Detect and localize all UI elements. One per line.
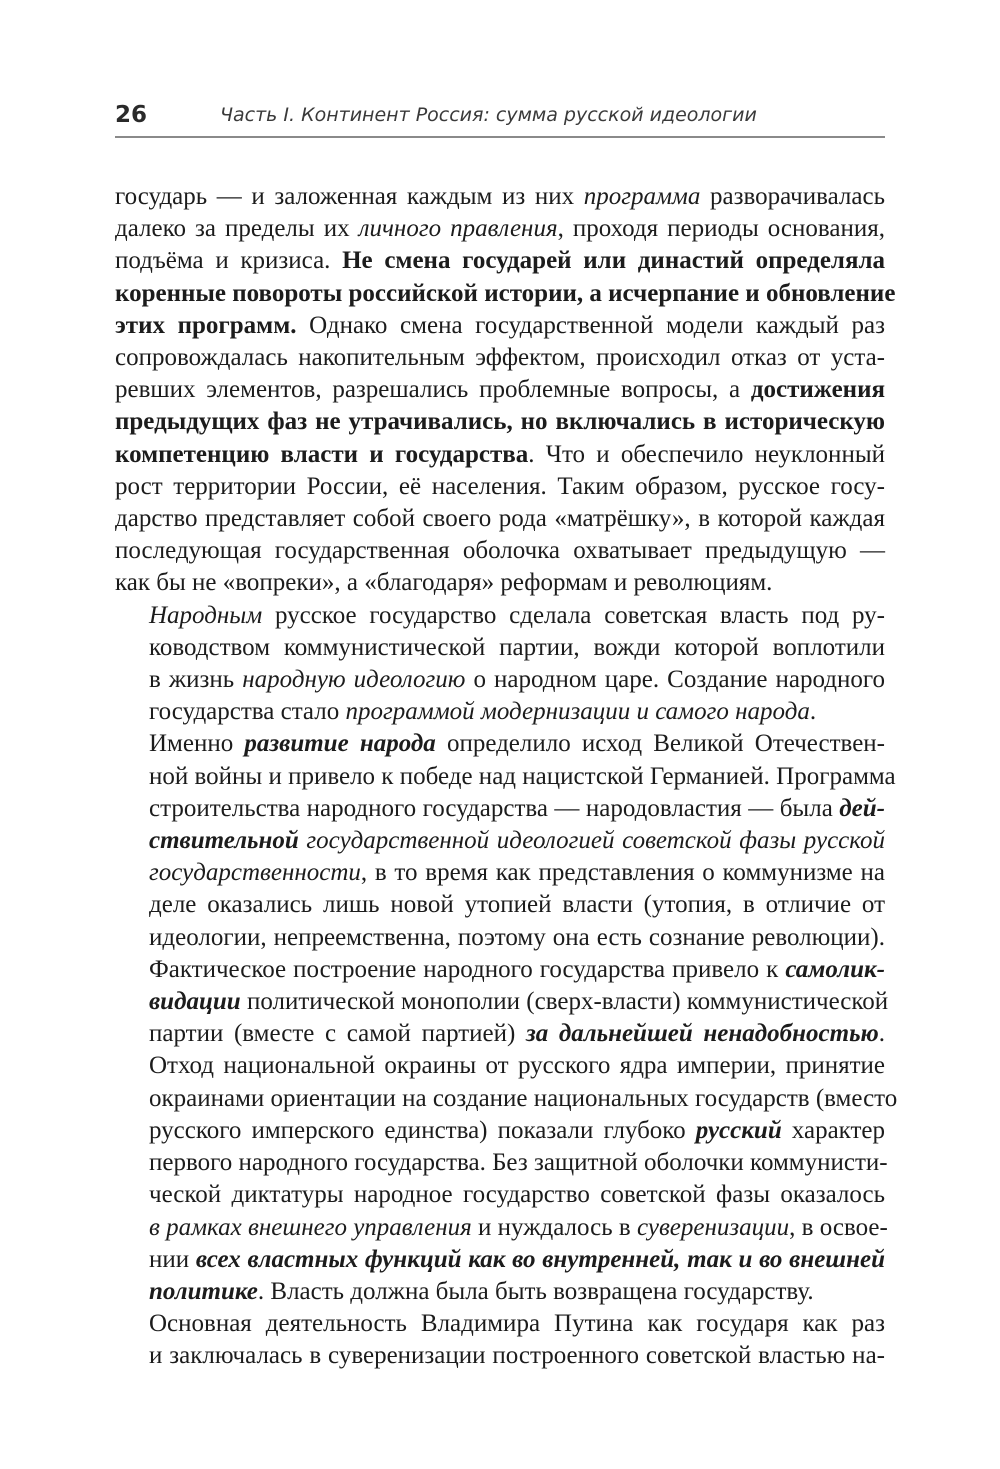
text-run: определило исход Великой Отечествен-: [435, 730, 885, 758]
text-line: [115, 471, 885, 503]
text-run: идеологии, непреемственна, поэтому она есть сознание революции).: [149, 923, 885, 951]
text-run: первого народного государства. Без защитной оболочки коммунисти-: [149, 1149, 888, 1177]
emphasis-text: Не смена государей или династий определяла: [342, 247, 885, 275]
text-line: [115, 1115, 885, 1147]
text-run: русского имперского единства) показали глубоко: [149, 1116, 696, 1144]
text-line: [115, 535, 885, 567]
text-run: русское государство сделала советская власть под ру-: [262, 601, 885, 629]
emphasis-text: всех властных функций как во внутренней, так и во внешней: [195, 1245, 885, 1273]
text-line: [115, 567, 885, 599]
text-line: [115, 439, 885, 471]
page-number: 26: [115, 102, 148, 128]
emphasis-text: русский: [695, 1116, 782, 1144]
text-line: [115, 728, 885, 760]
text-line: [115, 632, 885, 664]
text-run: строительства народного государства — народовластия — была: [149, 794, 840, 822]
emphasis-text: предыдущих фаз не утрачивались, но включались в историческую: [115, 408, 885, 436]
text-line: [115, 954, 885, 986]
text-run: ной войны и привело к победе над нацистской Германией. Программа: [149, 762, 896, 790]
text-run: сопровождалась накопительным эффектом, происходил отказ от уста-: [115, 344, 885, 372]
running-title: Часть I. Континент Россия: сумма русской идеологии: [220, 104, 757, 126]
paragraph: [115, 600, 885, 729]
emphasis-text: за дальнейшей ненадобностью: [526, 1020, 879, 1048]
emphasis-text: государственной идеологией советской фазы русской: [306, 827, 886, 855]
text-line: [115, 503, 885, 535]
text-run: дарство представляет собой своего рода «матрёшку», в которой каждая: [115, 505, 885, 533]
text-line: [115, 696, 885, 728]
emphasis-text: видации: [149, 988, 241, 1016]
text-line: [115, 857, 885, 889]
emphasis-text: государственности: [149, 859, 361, 887]
text-run: государства стало: [149, 698, 346, 726]
text-line: [115, 213, 885, 245]
text-run: разворачивалась: [700, 183, 885, 210]
text-line: [115, 1179, 885, 1211]
text-run: окраинами ориентации на создание национальных государств (вместо: [149, 1084, 898, 1112]
text-run: ческой диктатуры народное государство советской фазы оказалось: [149, 1181, 885, 1209]
body-text: [115, 181, 898, 1373]
text-line: [115, 278, 896, 310]
text-run: .: [878, 1020, 885, 1048]
text-line: [115, 825, 885, 857]
text-run: подъёма и кризиса.: [115, 247, 343, 275]
text-run: и заключалась в суверенизации построенного советской властью на-: [149, 1342, 885, 1370]
text-run: Именно: [149, 730, 245, 758]
text-line: [115, 922, 885, 954]
text-line: [115, 1244, 885, 1276]
text-run: о народном царе. Создание народного: [465, 666, 885, 694]
paragraph: [115, 728, 898, 1308]
text-line: [115, 1050, 885, 1082]
emphasis-text: программой модернизации и самого народа: [345, 698, 810, 726]
text-line: [115, 664, 885, 696]
text-run: , в то время как представления о коммунизме на: [360, 859, 885, 887]
text-run: как бы не «вопреки», а «благодаря» реформам и революциям.: [115, 569, 773, 597]
emphasis-text: самолик-: [785, 955, 885, 983]
paragraph: [115, 1308, 885, 1372]
text-line: [115, 374, 885, 406]
text-run: рост территории России, её населения. Таким образом, русское госу-: [115, 472, 885, 500]
emphasis-text: суверенизации: [636, 1213, 790, 1241]
text-run: далеко за пределы их: [115, 215, 359, 243]
emphasis-text: ствительной: [149, 827, 299, 855]
text-run: в жизнь: [149, 666, 243, 694]
text-run: политической монополии (сверх-власти) коммунистической: [240, 988, 889, 1016]
text-run: ревших элементов, разрешались проблемные вопросы, а: [115, 376, 751, 404]
emphasis-text: политике: [149, 1277, 258, 1305]
text-line: [115, 1212, 888, 1244]
page-header: [115, 100, 885, 138]
text-run: последующая государственная оболочка охватывает предыдущую —: [115, 537, 885, 565]
emphasis-text: личного правления: [358, 215, 558, 243]
text-line: [115, 342, 885, 374]
text-run: Отход национальной окраины от русского ядра империи, принятие: [149, 1052, 885, 1080]
text-run: , в освое-: [789, 1213, 888, 1241]
emphasis-text: этих программ.: [115, 311, 297, 339]
emphasis-text: Народным: [149, 601, 263, 629]
text-run: . Власть должна была быть возвращена государству.: [257, 1277, 814, 1305]
text-line: [115, 245, 885, 277]
text-line: [115, 761, 896, 793]
text-line: [115, 600, 885, 632]
text-line: [115, 1147, 888, 1179]
text-run: государь — и заложенная каждым из них: [115, 183, 584, 210]
emphasis-text: развитие народа: [244, 730, 436, 758]
text-line: [115, 793, 885, 825]
text-run: ководством коммунистической партии, вожди которой воплотили: [149, 633, 885, 661]
emphasis-text: программа: [583, 183, 701, 210]
emphasis-text: народную идеологию: [242, 666, 466, 694]
emphasis-text: коренные повороты российской истории, а исчерпание и обновление: [115, 279, 896, 307]
text-run: партии (вместе с самой партией): [149, 1020, 526, 1048]
text-run: , проходя периоды основания,: [557, 215, 885, 243]
paragraph: [115, 181, 896, 600]
text-run: .: [809, 698, 817, 726]
text-run: Основная деятельность Владимира Путина как государя как раз: [149, 1310, 885, 1338]
text-line: [115, 310, 885, 342]
text-line: [115, 889, 885, 921]
text-run: характер: [781, 1116, 886, 1144]
text-run: Однако смена государственной модели каждый раз: [296, 311, 885, 339]
text-line: [115, 406, 885, 438]
emphasis-text: дей-: [839, 794, 885, 822]
emphasis-text: достижения: [750, 376, 885, 404]
text-run: и нуждалось в: [471, 1213, 637, 1241]
text-line: [115, 1340, 885, 1372]
emphasis-text: компетенцию власти и государства: [115, 440, 529, 468]
text-line: [115, 181, 885, 213]
text-line: [115, 1018, 885, 1050]
text-run: . Что и обеспечило неуклонный: [528, 440, 885, 468]
text-line: [115, 986, 889, 1018]
text-run: нии: [149, 1245, 196, 1273]
text-run: Фактическое построение народного государства привело к: [149, 955, 786, 983]
text-line: [115, 1083, 898, 1115]
text-run: деле оказались лишь новой утопией власти (утопия, в отличие от: [149, 891, 885, 919]
text-line: [115, 1276, 885, 1308]
emphasis-text: в рамках внешнего управления: [149, 1213, 472, 1241]
text-line: [115, 1308, 885, 1340]
